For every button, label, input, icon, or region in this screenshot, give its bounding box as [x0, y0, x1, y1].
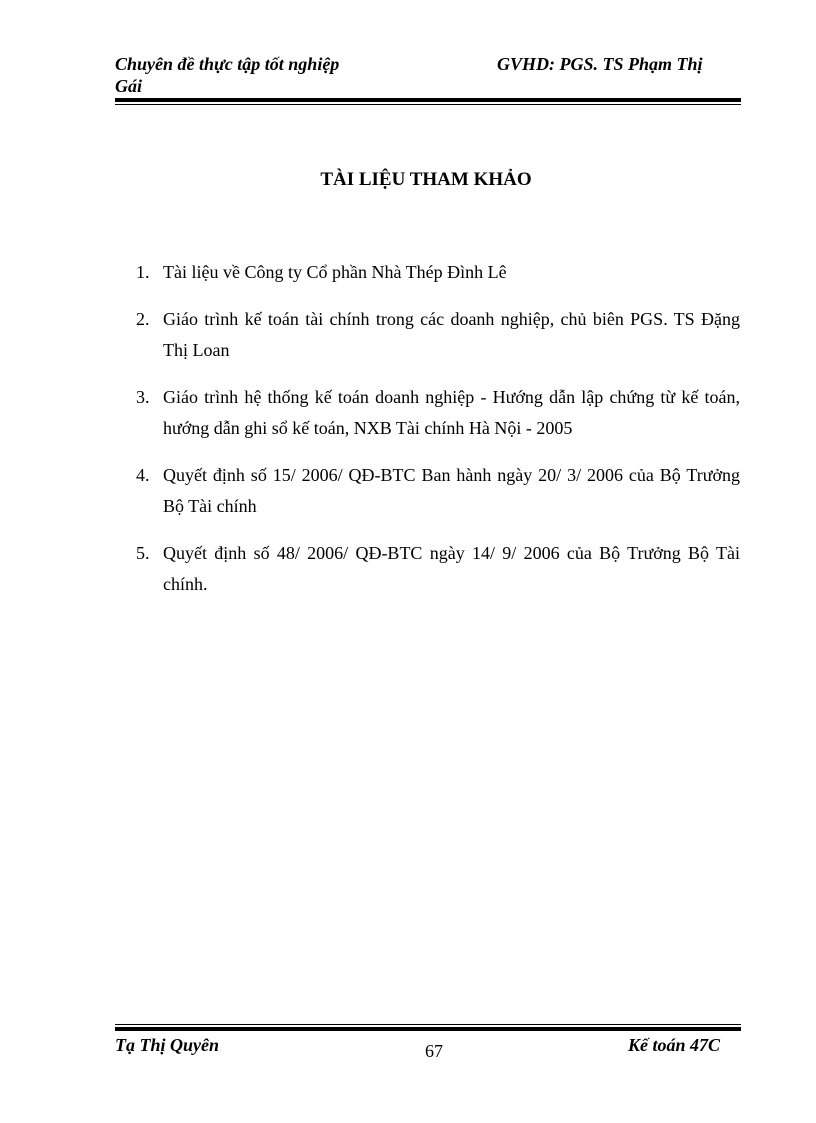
header-rule-thick: [115, 98, 741, 102]
list-item-number: 4.: [136, 465, 150, 485]
footer-class: Kế toán 47C: [627, 1035, 720, 1055]
list-item: [136, 460, 740, 522]
header-rule-thin: [115, 104, 741, 105]
list-item-number: 3.: [136, 387, 150, 407]
reference-list: [136, 257, 740, 616]
list-item: [136, 257, 740, 288]
list-item: [136, 304, 740, 366]
page-title: TÀI LIỆU THAM KHẢO: [320, 169, 532, 190]
footer-rule-thick: [115, 1027, 741, 1031]
list-item-number: 2.: [136, 309, 150, 329]
header-advisor-continued: Gái: [115, 76, 142, 96]
list-item-number: 1.: [136, 262, 150, 282]
list-item-text: Quyết định số 48/ 2006/ QĐ-BTC ngày 14/ 9/ 2006 của Bộ Trưởng Bộ Tài chính.: [163, 543, 740, 594]
list-item-text: Tài liệu về Công ty Cổ phần Nhà Thép Đình Lê: [163, 262, 507, 282]
list-item-number: 5.: [136, 543, 150, 563]
list-item: [136, 382, 740, 444]
list-item-text: Giáo trình kế toán tài chính trong các doanh nghiệp, chủ biên PGS. TS Đặng Thị Loan: [163, 309, 740, 360]
list-item-text: Giáo trình hệ thống kế toán doanh nghiệp - Hướng dẫn lập chứng từ kế toán, hướng dẫn ghi sổ kế toán, NXB Tài chính Hà Nội - 2005: [163, 387, 740, 438]
header-advisor: GVHD: PGS. TS Phạm Thị: [497, 54, 703, 74]
header-topic: Chuyên đề thực tập tốt nghiệp: [115, 54, 340, 74]
footer-rule-thin: [115, 1024, 741, 1025]
list-item-text: Quyết định số 15/ 2006/ QĐ-BTC Ban hành ngày 20/ 3/ 2006 của Bộ Trưởng Bộ Tài chính: [163, 465, 740, 516]
list-item: [136, 538, 740, 600]
page-number: 67: [425, 1041, 443, 1061]
footer-author: Tạ Thị Quyên: [115, 1035, 220, 1055]
